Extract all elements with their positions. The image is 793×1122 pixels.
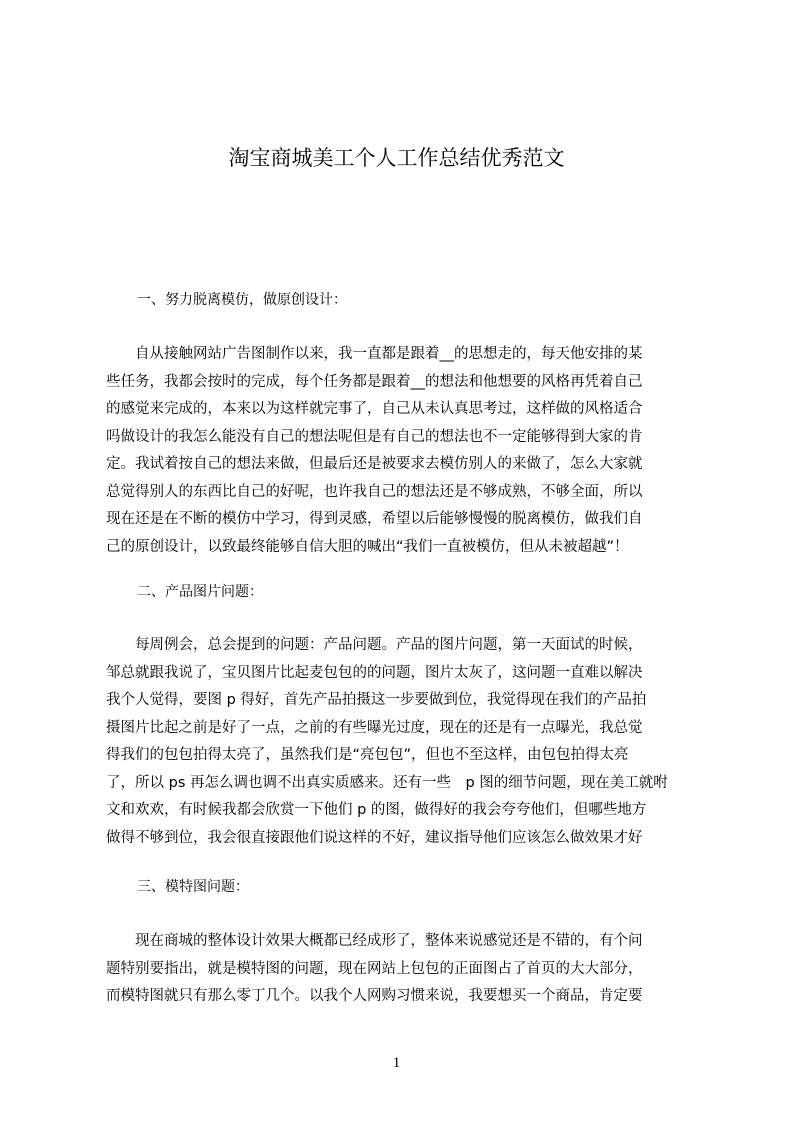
text-line: 邹总就跟我说了，宝贝图片比起麦包包的的问题，图片太灰了，这问题一直难以解决 <box>106 664 643 681</box>
section-heading: 二、产品图片问题： <box>137 584 263 600</box>
section-heading: 一、努力脱离模仿，做原创设计： <box>137 292 347 308</box>
text-line: 每周例会，总会提到的问题：产品问题。产品的图片问题，第一天面试的时候， <box>106 637 643 653</box>
paragraph <box>106 928 700 1011</box>
text-line: 得我们的包包拍得太亮了，虽然我们是“亮包包”，但也不至这样，由包包拍得太亮 <box>106 747 629 763</box>
text-line: 现在商城的整体设计效果大概都已经成形了，整体来说感觉还是不错的，有个问 <box>106 933 643 949</box>
text-line: 些任务，我都会按时的完成，每个任务都是跟着__的想法和他想要的风格再凭着自己 <box>106 373 643 390</box>
text-line: 己的原创设计，以致最终能够自信大胆的喊出“我们一直被模仿，但从未被超越”！ <box>106 538 629 555</box>
text-line: 做得不够到位，我会很直接跟他们说这样的不好，建议指导他们应该怎么做效果才好 <box>106 829 643 846</box>
text-line: 自从接触网站广告图制作以来，我一直都是跟着__的思想走的，每天他安排的某 <box>106 346 643 362</box>
text-line: 定。我试着按自己的想法来做，但最后还是被要求去模仿别人的来做了，怎么大家就 <box>106 456 643 472</box>
text-line: 的感觉来完成的，本来以为这样就完事了，自己从未认真思考过，这样做的风格适合 <box>106 401 643 417</box>
text-line: 现在还是在不断的模仿中学习，得到灵感，希望以后能够慢慢的脱离模仿，做我们自 <box>106 511 643 527</box>
page-number: 1 <box>392 1055 401 1071</box>
text-line: 而模特图就只有那么零丁几个。以我个人网购习惯来说，我要想买一个商品，肯定要 <box>106 988 643 1004</box>
text-line: 摄图片比起之前是好了一点，之前的有些曝光过度，现在的还是有一点曝光，我总觉 <box>106 719 643 736</box>
text-line: 题特别要指出，就是模特图的问题，现在网站上包包的正面图占了首页的大大部分， <box>106 960 643 977</box>
text-line: 总觉得别人的东西比自己的好呢，也许我自己的想法还是不够成熟，不够全面，所以 <box>106 483 643 500</box>
paragraph <box>106 341 700 561</box>
document-title: 淘宝商城美工个人工作总结优秀范文 <box>228 146 565 170</box>
text-line: 了，所以 ps 再怎么调也调不出真实质感来。还有一些 p 图的细节问题，现在美工就咐 <box>106 774 668 791</box>
text-line: 吗做设计的我怎么能没有自己的想法呢但是有自己的想法也不一定能够得到大家的肯 <box>106 428 643 445</box>
paragraph <box>106 632 700 852</box>
text-line: 我个人觉得，要图 p 得好，首先产品拍摄这一步要做到位，我觉得现在我们的产品拍 <box>106 692 647 708</box>
section-heading: 三、模特图问题： <box>137 879 249 895</box>
text-line: 文和欢欢，有时候我都会欣赏一下他们 p 的图，做得好的我会夸夸他们，但哪些地方 <box>106 802 647 818</box>
